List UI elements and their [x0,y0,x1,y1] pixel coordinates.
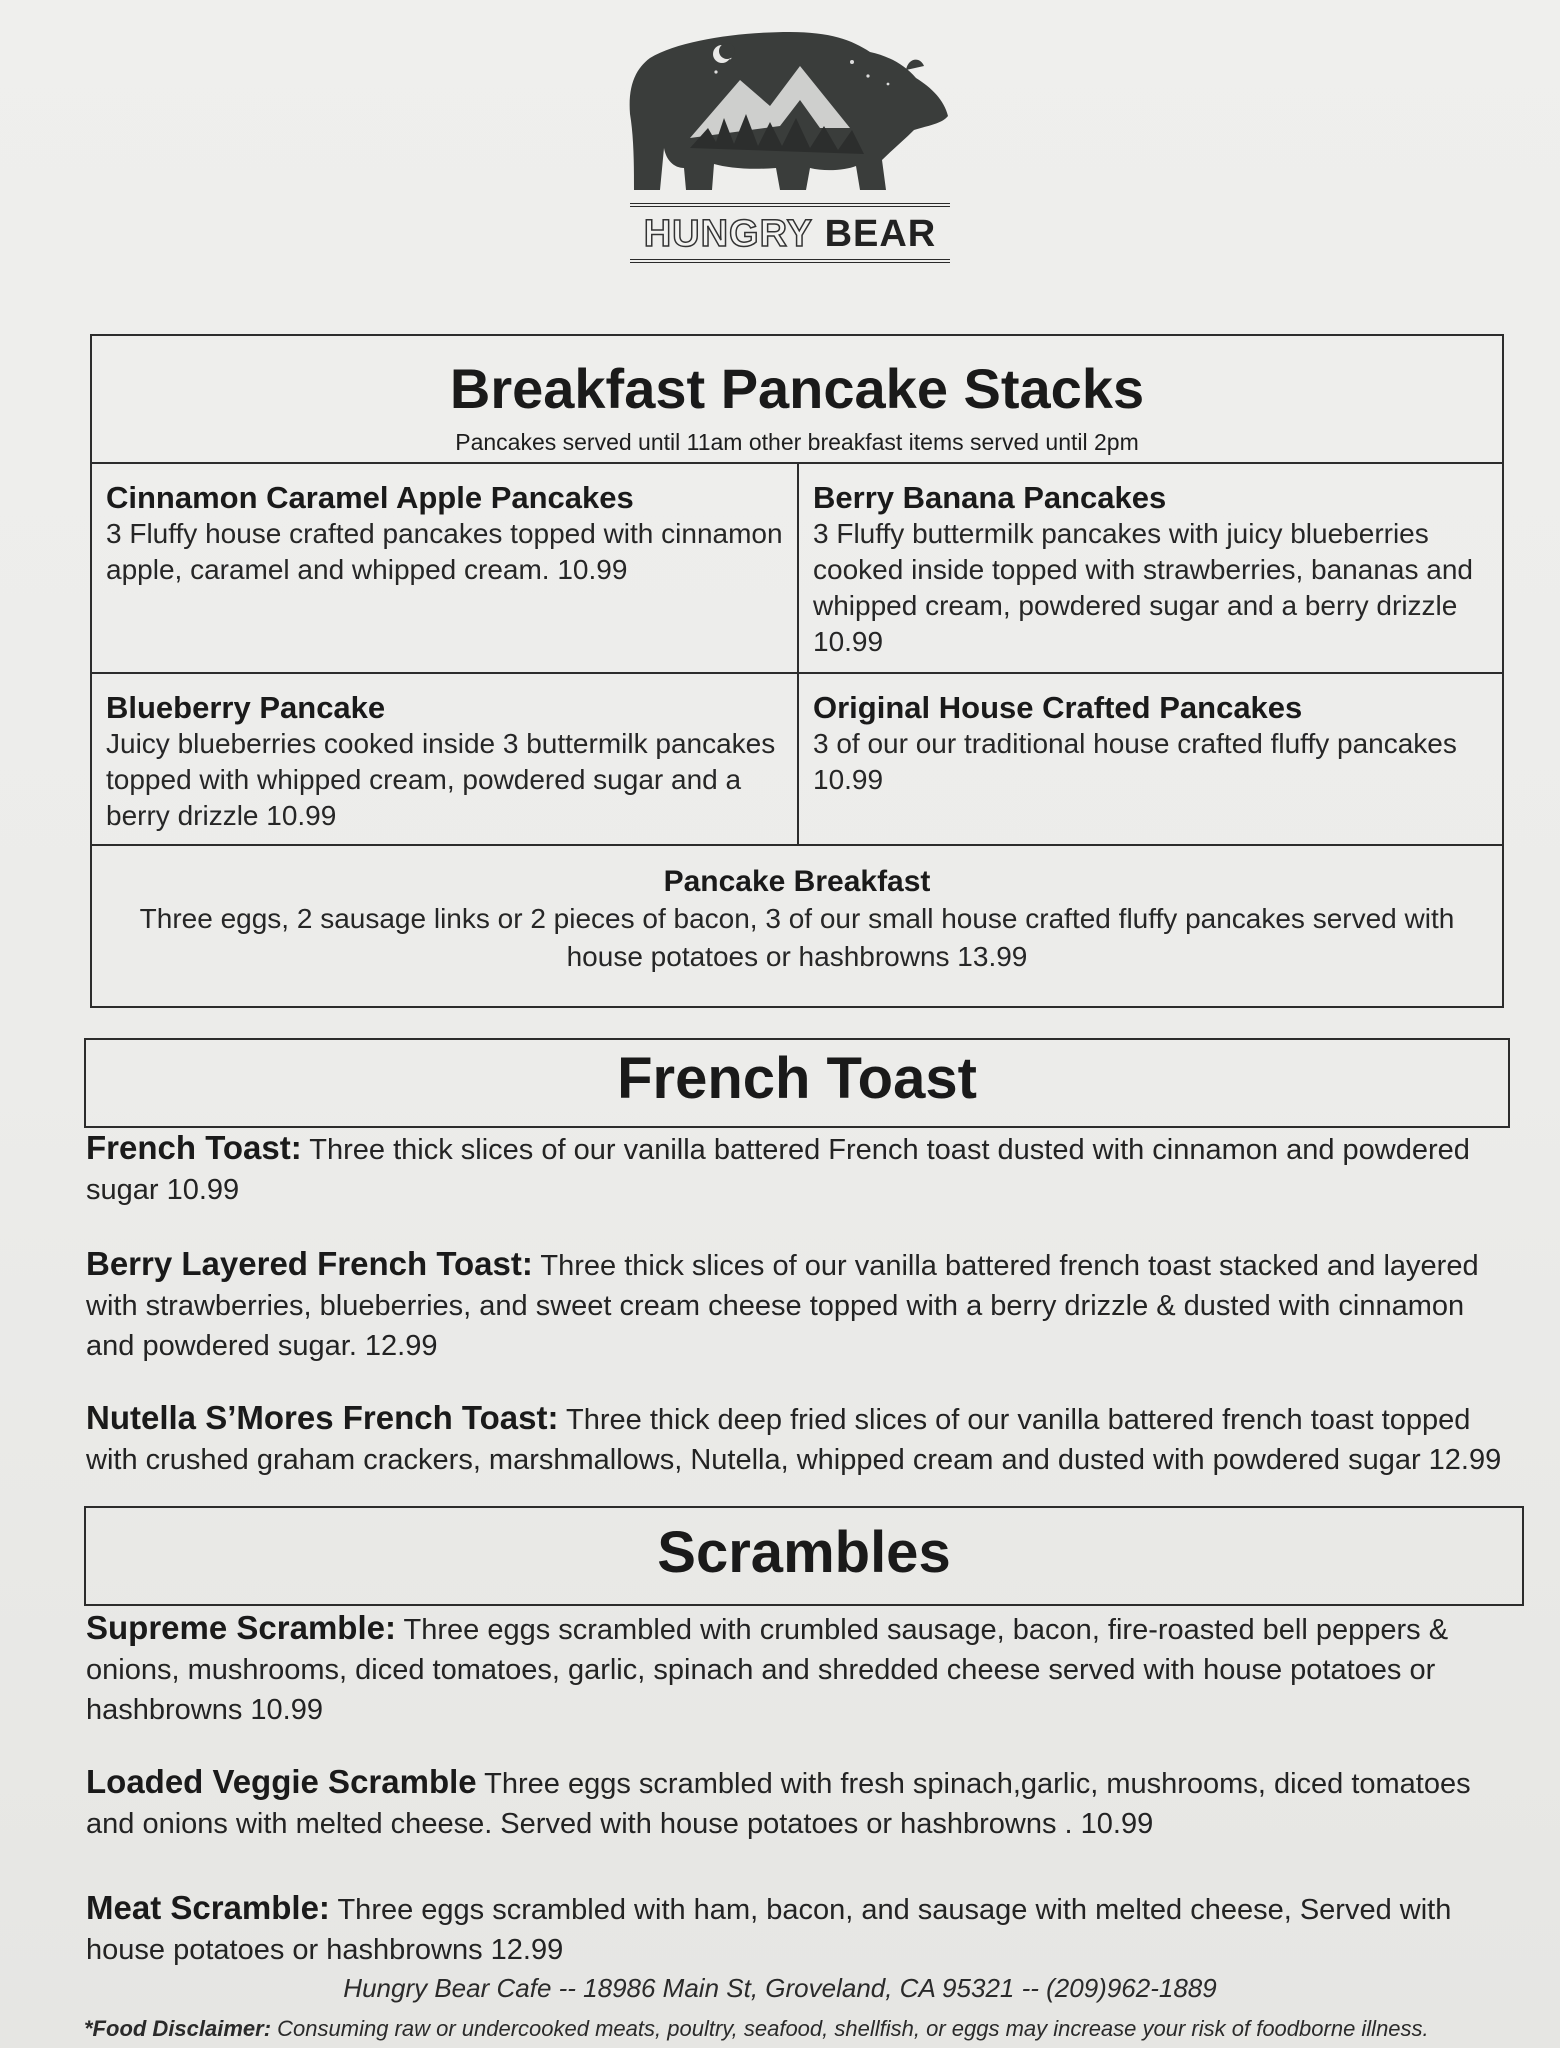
section-banner-french-toast [84,1038,1510,1128]
pancake-section [90,334,1504,1008]
item-description: 3 Fluffy house crafted pancakes topped with cinnamon apple, caramel and whipped cream. 10.99 [106,518,783,585]
item-name: Blueberry Pancake [106,690,386,725]
pancake-row [92,464,1502,674]
item-description: Three thick deep fried slices of our vanilla battered french toast topped with crushed graham crackers, marshmallows, Nutella, whipped cream and dusted with powdered sugar 12.99 [86,1404,1502,1476]
menu-item [86,1398,1516,1480]
brand-name-outline: HUNGRY [643,213,813,255]
bear-silhouette-icon [620,18,960,208]
brand-wordmark [630,203,950,263]
item-name: Pancake Breakfast [663,865,931,898]
item-name: Berry Layered French Toast: [86,1245,533,1282]
item-name: Meat Scramble: [86,1889,330,1926]
disclaimer-text: Consuming raw or undercooked meats, poultry, seafood, shellfish, or eggs may increase your risk of foodborne illness. [271,2016,1429,2041]
menu-item [86,1888,1516,1970]
menu-item [797,464,1502,672]
footer-address: Hungry Bear Cafe -- 18986 Main St, Groveland, CA 95321 -- (209)962-1889 [343,1973,1217,2003]
menu-item [797,674,1502,844]
item-description: Juicy blueberries cooked inside 3 buttermilk pancakes topped with whipped cream, powdered sugar and a berry drizzle 10.99 [106,728,776,831]
food-disclaimer [84,2014,1554,2044]
menu-item [92,674,797,844]
pancake-header [92,336,1502,464]
menu-item [86,1608,1516,1730]
section-title-french-toast: French Toast [617,1046,977,1111]
item-name: Nutella S’Mores French Toast: [86,1399,559,1436]
item-description: 3 of our our traditional house crafted fluffy pancakes 10.99 [813,728,1457,795]
pancake-row [92,674,1502,846]
disclaimer-label: *Food Disclaimer: [84,2016,272,2041]
item-description: Three eggs scrambled with crumbled sausage, bacon, fire-roasted bell peppers & onions, mushrooms, diced tomatoes, garlic, spinach and shredded cheese served with house potatoes or hashbrowns 10.99 [86,1614,1449,1726]
item-description: Three eggs scrambled with ham, bacon, and sausage with melted cheese, Served with house potatoes or hashbrowns 12.99 [86,1894,1452,1966]
item-description: Three thick slices of our vanilla battered French toast dusted with cinnamon and powdered sugar 10.99 [86,1134,1470,1206]
brand-name-solid: BEAR [824,213,937,255]
menu-item [86,1762,1516,1844]
item-name: Cinnamon Caramel Apple Pancakes [106,480,634,515]
item-name: Loaded Veggie Scramble [86,1763,477,1800]
menu-item [86,1128,1516,1210]
item-description: Three eggs, 2 sausage links or 2 pieces of bacon, 3 of our small house crafted fluffy pancakes served with house potatoes or hashbrowns 13.99 [139,903,1455,972]
item-name: Berry Banana Pancakes [813,480,1167,515]
item-description: 3 Fluffy buttermilk pancakes with juicy blueberries cooked inside topped with strawberries, bananas and whipped cream, powdered sugar and a berry drizzle 10.99 [813,518,1473,657]
menu-item [92,464,797,672]
item-description: Three thick slices of our vanilla battered french toast stacked and layered with strawberries, blueberries, and sweet cream cheese topped with a berry drizzle & dusted with cinnamon and powdered sugar. 12.99 [86,1250,1479,1362]
menu-item [86,1244,1516,1366]
section-banner-scrambles [84,1506,1524,1606]
section-title-pancakes: Breakfast Pancake Stacks [449,357,1145,420]
item-name: Original House Crafted Pancakes [813,690,1303,725]
section-subtitle: Pancakes served until 11am other breakfast items served until 2pm [455,429,1139,455]
menu-item-pancake-breakfast [92,846,1502,986]
section-title-scrambles: Scrambles [657,1520,951,1585]
item-name: Supreme Scramble: [86,1609,396,1646]
item-name: French Toast: [86,1129,302,1166]
item-description: Three eggs scrambled with fresh spinach,garlic, mushrooms, diced tomatoes and onions with melted cheese. Served with house potatoes or hashbrowns . 10.99 [86,1768,1471,1840]
